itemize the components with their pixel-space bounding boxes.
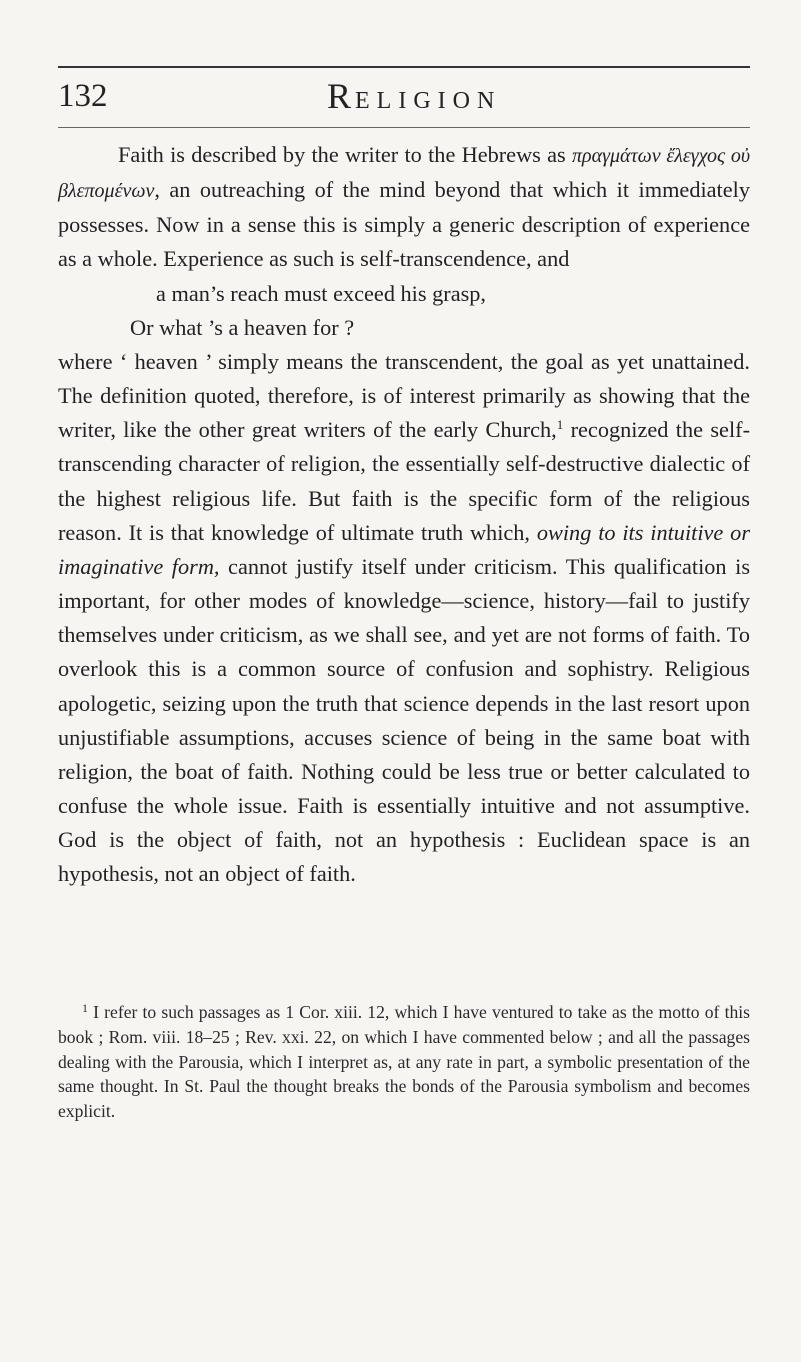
running-head-rest: ELIGION: [355, 88, 502, 114]
paragraph-1: [58, 138, 750, 277]
footnote-reference: 1: [556, 417, 564, 433]
paragraph-2-part-a: where ‘ heaven ’ simply means the transcendent, the goal as yet unattained. The definition quoted, therefore, is of interest primarily as showing that the writer, like the other great writers of the early Church,: [58, 348, 750, 443]
paragraph-2-part-c: cannot justify itself under criticism. This qualification is important, for other modes of knowledge—science, history—fail to justify themselves under criticism, as we shall see, and yet are not forms of faith. To overlook this is a common source of confusion and sophistry. Religious apologetic, seizing upon the truth that science depends in the last resort upon unjustifiable assumptions, accuses science of being in the same boat with religion, the boat of faith. Nothing could be less true or better calculated to confuse the whole issue. Faith is essentially intuitive and not assumptive. God is the object of faith, not an hypothesis : Euclidean space is an hypothesis, not an object of faith.: [58, 553, 750, 887]
footnote: [58, 1000, 750, 1124]
header-top-rule: [58, 66, 750, 68]
page-number: 132: [58, 78, 108, 114]
footnote-text: I refer to such passages as 1 Cor. xiii. 12, which I have ventured to take as the motto of this book ; Rom. viii. 18–25 ; Rev. xxi. 22, on which I have commented below ; and all the passages dealing with the Parousia, which I interpret as, at any rate in part, a symbolic presentation of the same thought. In St. Paul the thought breaks the bonds of the Parousia symbolism and becomes explicit.: [58, 1002, 750, 1122]
running-head: [327, 76, 501, 121]
running-head-initial: R: [327, 76, 356, 116]
main-text: [58, 138, 750, 891]
verse-quotation: [58, 277, 750, 345]
paragraph-2-part-b: recognized the self-transcending character of religion, the essentially self-destructive dialectic of the highest religious life. But faith is the specific form of the religious reason. It is that knowledge of ultimate truth which,: [58, 417, 750, 545]
paragraph-2: [58, 345, 750, 892]
emphasized-phrase: owing to its intuitive or imaginative form,: [58, 519, 750, 579]
verse-line-2: Or what ’s a heaven for ?: [130, 314, 355, 340]
paragraph-1-rest: , an outreaching of the mind beyond that which it immediately possesses. Now in a sense this is simply a generic description of experience as a whole. Experience as such is self-transcendence, and: [58, 177, 750, 272]
verse-line-1: a man’s reach must exceed his grasp,: [156, 280, 487, 306]
paragraph-1-start: Faith is described by the writer to the Hebrews as: [118, 142, 572, 167]
greek-quotation: πραγμάτων ἔλεγχος οὐ βλεπομένων: [58, 145, 751, 203]
header-bottom-rule: [58, 127, 750, 128]
footnote-marker: 1: [82, 1001, 88, 1015]
